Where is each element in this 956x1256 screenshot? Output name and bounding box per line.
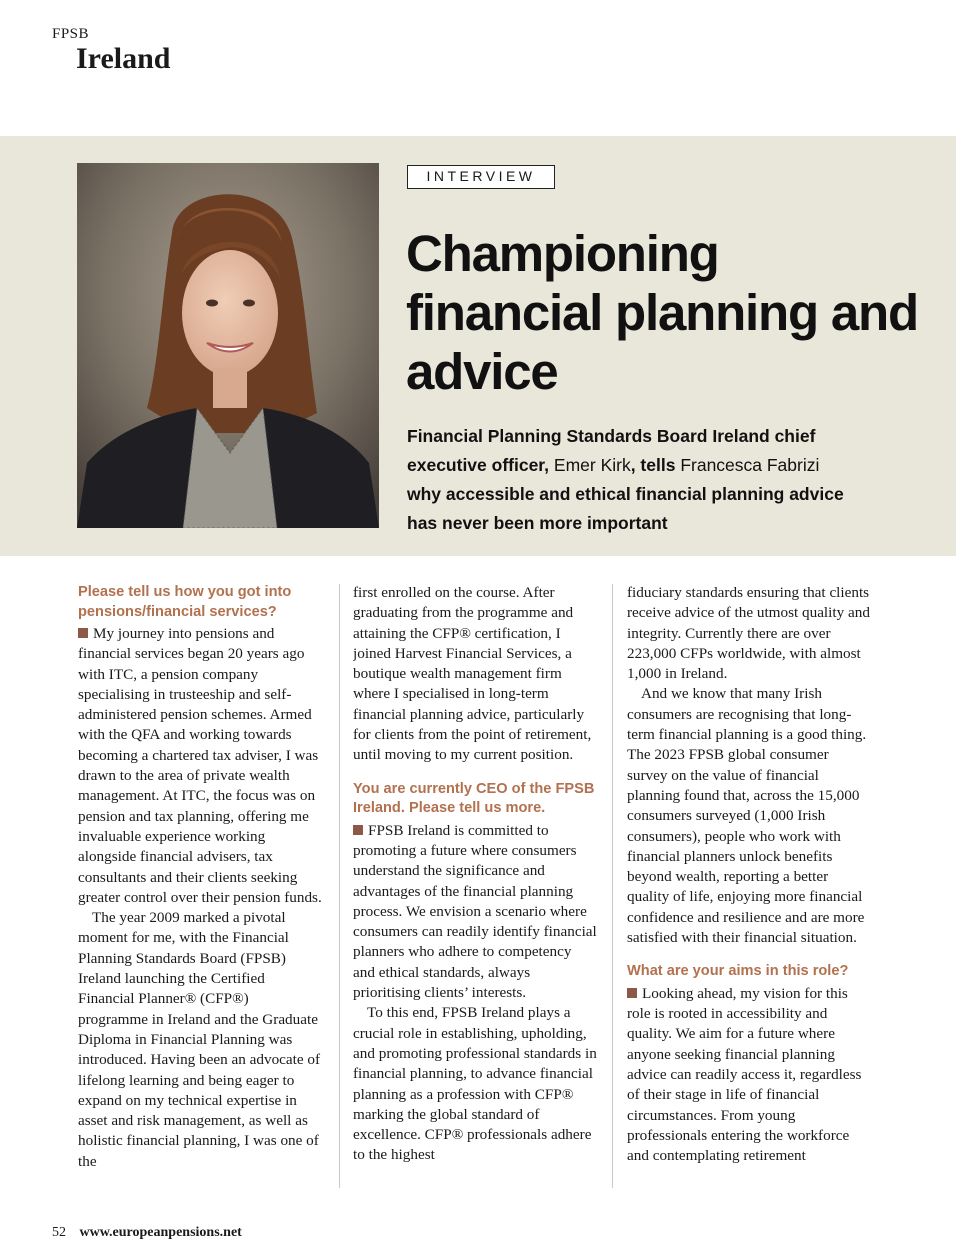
- article-column-2: [353, 583, 597, 1193]
- interviewee-name: Emer Kirk: [553, 455, 631, 475]
- paragraph: [627, 984, 871, 1167]
- website-link[interactable]: www.europeanpensions.net: [79, 1225, 242, 1240]
- paragraph: To this end, FPSB Ireland plays a crucial role in establishing, upholding, and promoting professional standards in financial planning, to advance financial planning as a profession with CFP® marking the global standard of excellence. CFP® professionals adhere to the highest: [353, 1004, 597, 1164]
- standfirst-lead: Financial Planning Standards Board Ireland chief executive officer,: [407, 426, 816, 475]
- standfirst-end: why accessible and ethical financial planning advice has never been more important: [407, 484, 844, 533]
- paragraph: And we know that many Irish consumers are recognising that long-term financial planning is a good thing. The 2023 FPSB global consumer survey on the value of financial planning found that, across the 15,000 consumers surveyed (1,000 Irish consumers), people who work with financial planners unlock benefits beyond wealth, reporting a better quality of life, enjoying more financial confidence and resilience and are more satisfied with their financial situation.: [627, 685, 867, 947]
- paragraph: [353, 821, 597, 1004]
- portrait-photo: [77, 163, 379, 528]
- standfirst: [407, 422, 847, 538]
- author-name: Francesca Fabrizi: [680, 455, 820, 475]
- portrait-illustration: [77, 163, 379, 528]
- paragraph: fiduciary standards ensuring that clients receive advice of the utmost quality and integrity. Currently there are over 223,000 CFPs worldwide, with almost 1,000 in Ireland.: [627, 584, 870, 683]
- article-column-3: [627, 583, 871, 1193]
- section-tag: INTERVIEW: [407, 165, 555, 189]
- masthead-label: FPSB: [52, 26, 90, 42]
- square-bullet-icon: [627, 988, 637, 998]
- article-column-1: [78, 583, 322, 1193]
- masthead: [52, 26, 170, 75]
- masthead-title: Ireland: [76, 42, 171, 75]
- square-bullet-icon: [353, 825, 363, 835]
- paragraph: first enrolled on the course. After graduating from the programme and attaining the CFP® certification, I joined Harvest Financial Services, a boutique wealth management firm where I specialised in long-term financial planning advice, particularly for clients from the point of retirement, until moving to my current position.: [353, 584, 592, 764]
- page-number: 52: [52, 1225, 66, 1240]
- column-divider: [339, 584, 340, 1188]
- standfirst-mid: , tells: [630, 455, 681, 475]
- paragraph-text: FPSB Ireland is committed to promoting a future where consumers understand the significance and advantages of the financial planning process. We envision a scenario where consumers can readily identify financial planners who adhere to competency and ethical standards, always prioritising clients’ interests.: [353, 821, 597, 1002]
- question-heading: Please tell us how you got into pensions/financial services?: [78, 584, 292, 620]
- question-heading: What are your aims in this role?: [627, 963, 849, 980]
- paragraph: [78, 624, 322, 908]
- question-heading: You are currently CEO of the FPSB Ireland. Please tell us more.: [353, 780, 595, 817]
- headline: Championing financial planning and advice: [406, 225, 918, 400]
- page-footer: [52, 1224, 242, 1242]
- square-bullet-icon: [78, 628, 88, 638]
- paragraph-text: Looking ahead, my vision for this role is rooted in accessibility and quality. We aim for a future where anyone seeking financial planning advice can readily access it, regardless of their stage in life of financial circumstances. From young professionals entering the workforce and contemplating retirement: [627, 984, 862, 1165]
- paragraph-text: My journey into pensions and financial services began 20 years ago with ITC, a pension company specialising in trusteeship and self-administered pension schemes. Armed with the QFA and working towards becoming a chartered tax adviser, I was drawn to the area of private wealth management. At ITC, the focus was on pension and tax planning, offering me invaluable experience working alongside financial advisers, tax consultants and their clients seeking greater control over their pension funds.: [78, 625, 322, 906]
- column-divider: [612, 584, 613, 1188]
- paragraph: The year 2009 marked a pivotal moment for me, with the Financial Planning Standards Board (FPSB) Ireland launching the Certified Financial Planner® (CFP®) programme in Ireland and the Graduate Diploma in Financial Planning was introduced. Having been an advocate of lifelong learning and being eager to expand on my technical expertise in asset and risk management, as well as holistic financial planning, I was one of the: [78, 909, 321, 1170]
